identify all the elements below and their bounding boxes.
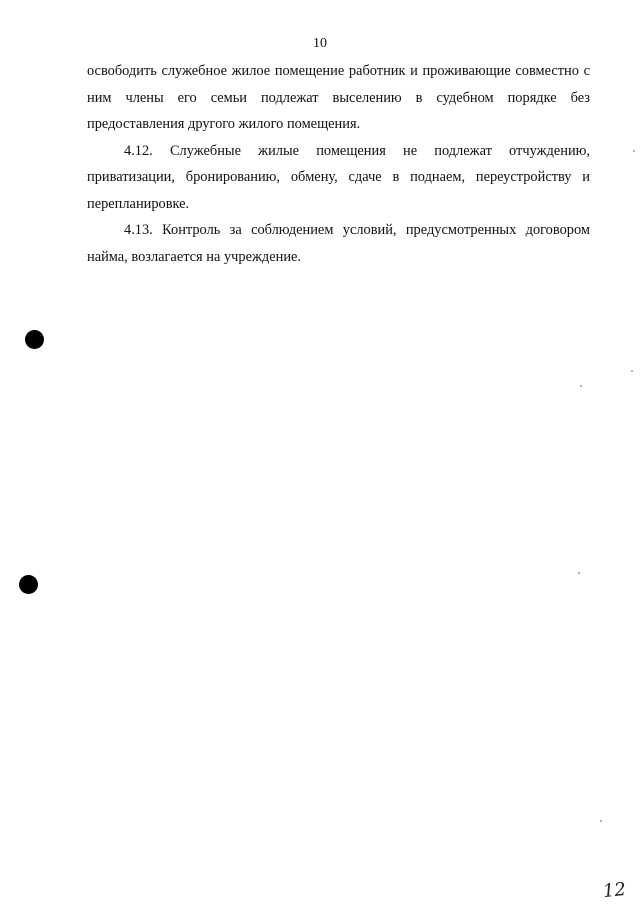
- scan-speck: [631, 370, 633, 372]
- punch-hole-bottom: [19, 575, 38, 594]
- scan-speck: [580, 385, 582, 387]
- paragraph-4-13: 4.13. Контроль за соблюдением условий, предусмотренных договором найма, возлагается на учреждение.: [87, 222, 590, 265]
- paragraph-continuation: освободить служебное жилое помещение работник и проживающие совместно с ним члены его семьи подлежат выселению в судебном порядке без предоставления другого жилого помещения.: [87, 63, 590, 132]
- page-number: 10: [313, 36, 327, 51]
- punch-hole-top: [25, 330, 44, 349]
- paragraph-4-12: 4.12. Служебные жилые помещения не подлежат отчуждению, приватизации, бронированию, обмену, сдаче в поднаем, переустройству и перепланировке.: [87, 142, 590, 212]
- scan-speck: [600, 820, 602, 822]
- scan-speck: [633, 150, 635, 152]
- handwritten-sheet-number: 12: [601, 878, 627, 903]
- scan-speck: [578, 572, 580, 574]
- body-text: [87, 58, 590, 270]
